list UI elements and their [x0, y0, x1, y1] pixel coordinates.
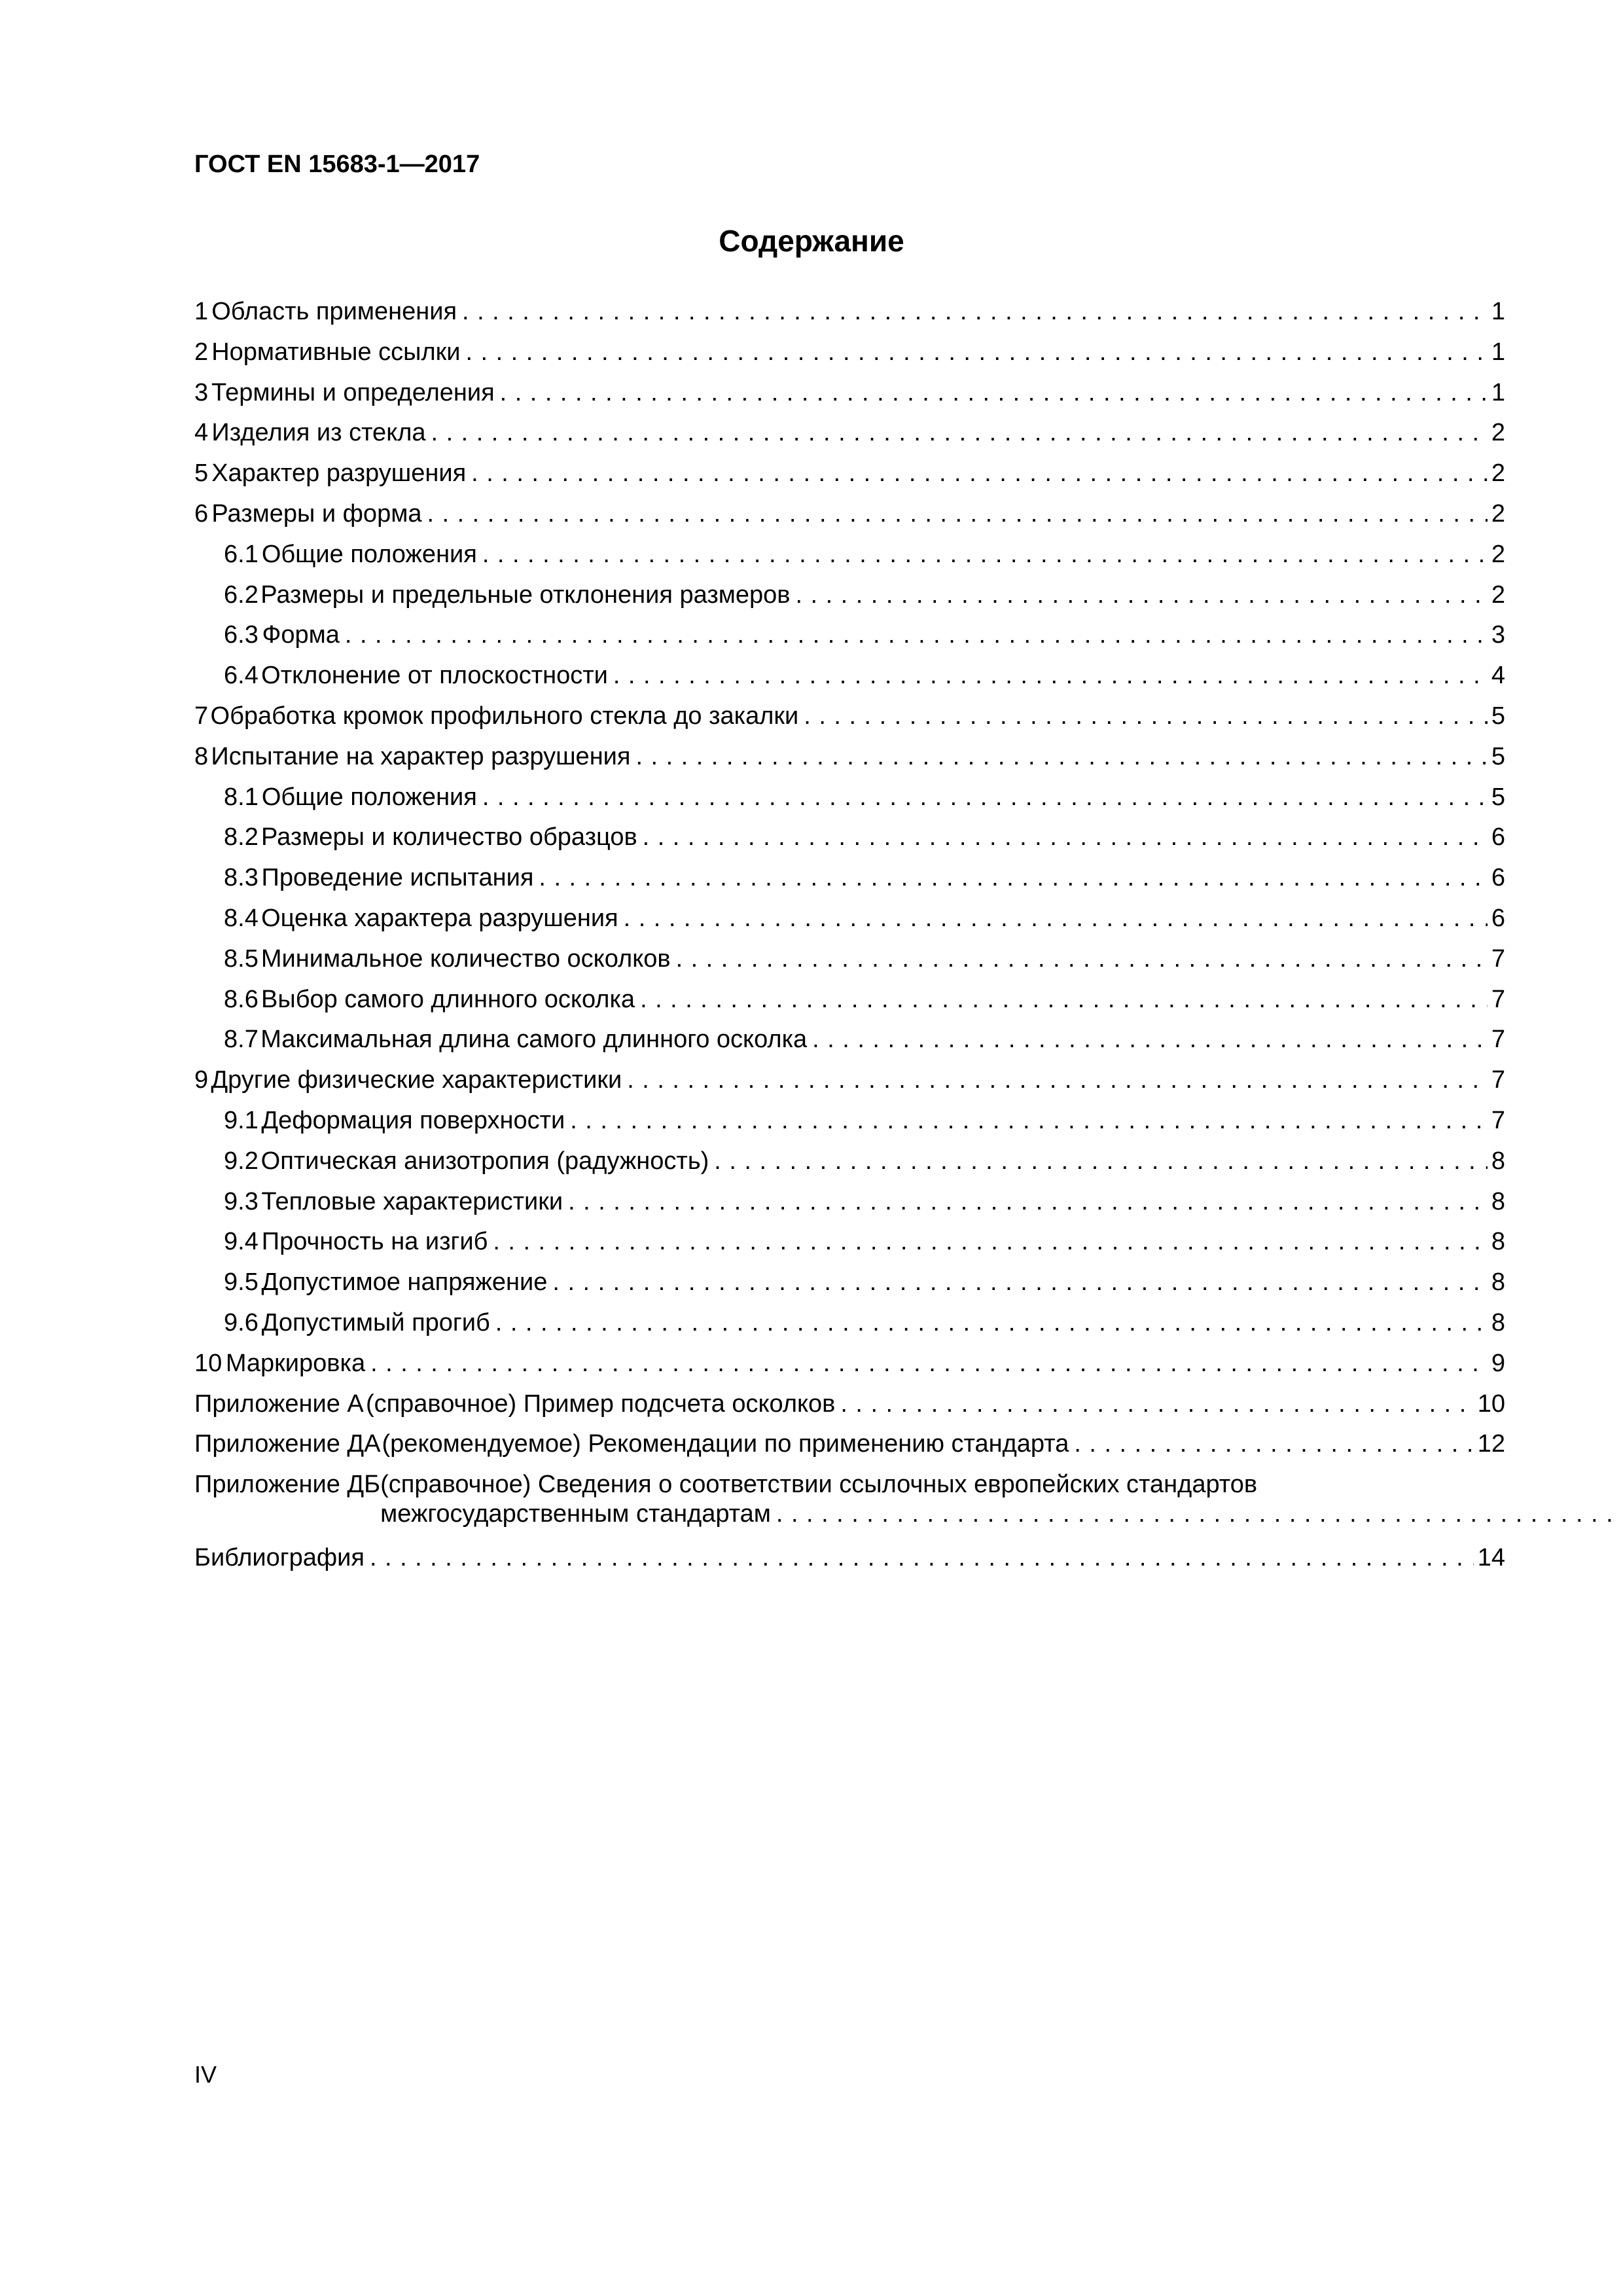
- toc-entry-title-line1: (справочное) Сведения о соответствии ссылочных европейских стандартов: [380, 1471, 1258, 1499]
- toc-entry-8-4[interactable]: [194, 899, 1505, 939]
- leader-dots: [495, 1303, 1488, 1344]
- toc-entry-title: Нормативные ссылки: [211, 338, 461, 366]
- leader-dots: [643, 817, 1488, 858]
- toc-entry-number: 9.4: [224, 1228, 259, 1256]
- toc-entry-6[interactable]: [194, 494, 1505, 535]
- toc-entry-8-1[interactable]: [194, 778, 1505, 818]
- toc-entry-number: 8.1: [224, 783, 259, 811]
- toc-entry-title: Минимальное количество осколков: [260, 944, 671, 973]
- toc-entry-appendix-a[interactable]: [194, 1384, 1505, 1425]
- toc-entry-9-4[interactable]: [194, 1222, 1505, 1263]
- toc-entry-number: 6.4: [224, 662, 259, 690]
- toc-entry-number: 5: [194, 459, 209, 488]
- toc-entry-title: Изделия из стекла: [211, 419, 426, 447]
- toc-entry-title: Допустимое напряжение: [261, 1268, 548, 1297]
- toc-entry-title: (справочное) Пример подсчета осколков: [365, 1390, 836, 1418]
- toc-entry-9-2[interactable]: [194, 1141, 1505, 1182]
- leader-dots: [493, 1222, 1487, 1263]
- toc-entry-page: 4: [1491, 662, 1505, 690]
- toc-entry-number: 6.1: [224, 540, 259, 568]
- toc-entry-number: 2: [194, 338, 209, 366]
- toc-entry-title: Термины и определения: [211, 378, 495, 406]
- toc-entry-title: Размеры и форма: [211, 499, 422, 528]
- toc-entry-page: 8: [1491, 1187, 1505, 1215]
- toc-entry-title: Маркировка: [225, 1349, 366, 1377]
- leader-dots: [714, 1141, 1488, 1182]
- toc-entry-page: 2: [1491, 540, 1505, 568]
- toc-entry-number: 8.6: [224, 985, 259, 1013]
- toc-entry-number: 4: [194, 419, 209, 447]
- toc-entry-4[interactable]: [194, 413, 1505, 454]
- toc-entry-number: 6: [194, 499, 209, 528]
- leader-dots: [795, 575, 1487, 616]
- toc-entry-8-5[interactable]: [194, 939, 1505, 980]
- leader-dots: [462, 292, 1488, 332]
- toc-entry-title: Тепловые характеристики: [261, 1187, 563, 1215]
- leader-dots: [624, 899, 1488, 939]
- toc-entry-9[interactable]: [194, 1060, 1505, 1101]
- toc-entry-title: Оценка характера разрушения: [261, 904, 618, 932]
- toc-entry-appendix-da[interactable]: [194, 1424, 1505, 1465]
- leader-dots: [500, 373, 1488, 414]
- toc-entry-number: 9.6: [224, 1308, 259, 1336]
- toc-entry-body: [380, 1465, 1623, 1538]
- toc-entry-page: 12: [1477, 1430, 1505, 1458]
- toc-entry-page: 8: [1491, 1147, 1505, 1175]
- toc-entry-bibliography[interactable]: [194, 1538, 1505, 1579]
- leader-dots: [840, 1384, 1473, 1425]
- toc-entry-title-line2-row: [380, 1498, 1623, 1538]
- leader-dots: [640, 980, 1488, 1020]
- toc-entry-title: Библиография: [194, 1543, 365, 1571]
- toc-entry-page: 14: [1477, 1543, 1505, 1571]
- toc-entry-number: Приложение ДБ: [194, 1471, 381, 1499]
- toc-entry-number: 9: [194, 1066, 209, 1094]
- table-of-contents: [194, 292, 1505, 1579]
- leader-dots: [804, 696, 1488, 737]
- toc-entry-number: 8.3: [224, 864, 259, 892]
- toc-entry-number: 8.5: [224, 944, 259, 973]
- toc-entry-number: 8.7: [224, 1026, 259, 1054]
- toc-entry-8-3[interactable]: [194, 858, 1505, 899]
- leader-dots: [466, 332, 1488, 373]
- toc-entry-number: 7: [194, 702, 209, 730]
- toc-entry-title: Выбор самого длинного осколка: [261, 985, 635, 1013]
- toc-entry-7[interactable]: [194, 696, 1505, 737]
- toc-entry-number: 9.2: [224, 1147, 259, 1175]
- toc-entry-9-6[interactable]: [194, 1303, 1505, 1344]
- toc-entry-6-4[interactable]: [194, 656, 1505, 696]
- leader-dots: [1074, 1424, 1473, 1465]
- toc-entry-page: 2: [1491, 419, 1505, 447]
- toc-entry-5[interactable]: [194, 454, 1505, 494]
- toc-entry-page: 5: [1491, 783, 1505, 811]
- toc-entry-appendix-db[interactable]: [194, 1465, 1505, 1538]
- toc-entry-title: Форма: [262, 621, 340, 649]
- toc-entry-page: 8: [1491, 1268, 1505, 1297]
- toc-entry-title: Общие положения: [261, 540, 477, 568]
- toc-entry-9-3[interactable]: [194, 1182, 1505, 1223]
- toc-entry-number: 9.5: [224, 1268, 259, 1297]
- toc-entry-title: Проведение испытания: [261, 864, 534, 892]
- leader-dots: [812, 1020, 1488, 1060]
- toc-entry-title: (рекомендуемое) Рекомендации по применению стандарта: [382, 1430, 1069, 1458]
- toc-entry-page: 3: [1491, 621, 1505, 649]
- toc-entry-title: Отклонение от плоскостности: [261, 662, 608, 690]
- leader-dots: [370, 1538, 1474, 1579]
- toc-entry-number: 9.1: [224, 1106, 259, 1134]
- toc-entry-title: Обработка кромок профильного стекла до закалки: [210, 702, 799, 730]
- toc-entry-page: 7: [1491, 944, 1505, 973]
- toc-entry-2[interactable]: [194, 332, 1505, 373]
- leader-dots: [370, 1344, 1488, 1384]
- leader-dots: [482, 535, 1488, 575]
- toc-entry-page: 6: [1491, 864, 1505, 892]
- toc-entry-page: 5: [1491, 702, 1505, 730]
- toc-entry-6-3[interactable]: [194, 615, 1505, 656]
- leader-dots: [431, 413, 1488, 454]
- leader-dots: [482, 778, 1488, 818]
- toc-entry-6-1[interactable]: [194, 535, 1505, 575]
- toc-entry-title: Прочность на изгиб: [261, 1228, 488, 1256]
- toc-entry-number: Приложение А: [194, 1390, 364, 1418]
- toc-entry-number: 9.3: [224, 1187, 259, 1215]
- toc-entry-page: 1: [1491, 378, 1505, 406]
- document-code: ГОСТ EN 15683-1—2017: [194, 151, 480, 178]
- toc-entry-page: 7: [1491, 1026, 1505, 1054]
- toc-entry-page: 1: [1491, 338, 1505, 366]
- leader-dots: [570, 1101, 1488, 1141]
- toc-entry-8[interactable]: [194, 737, 1505, 778]
- toc-entry-title: Максимальная длина самого длинного осколка: [260, 1026, 808, 1054]
- toc-entry-title-line2: межгосударственным стандартам: [380, 1500, 771, 1528]
- toc-entry-number: Приложение ДА: [194, 1430, 381, 1458]
- toc-entry-title: Оптическая анизотропия (радужность): [260, 1147, 709, 1175]
- toc-entry-page: 1: [1491, 298, 1505, 325]
- toc-entry-8-6[interactable]: [194, 980, 1505, 1020]
- toc-entry-6-2[interactable]: [194, 575, 1505, 616]
- leader-dots: [635, 737, 1487, 778]
- toc-entry-title: Размеры и количество образцов: [261, 823, 637, 852]
- toc-entry-page: 7: [1491, 1066, 1505, 1094]
- leader-dots: [627, 1060, 1488, 1101]
- toc-entry-number: 3: [194, 378, 209, 406]
- toc-entry-title: Испытание на характер разрушения: [211, 742, 631, 770]
- toc-entry-page: 2: [1491, 581, 1505, 609]
- toc-entry-8-7[interactable]: [194, 1020, 1505, 1060]
- toc-entry-title: Деформация поверхности: [261, 1106, 565, 1134]
- toc-entry-page: 7: [1491, 985, 1505, 1013]
- toc-entry-title: Характер разрушения: [211, 459, 467, 488]
- toc-entry-10[interactable]: [194, 1344, 1505, 1384]
- toc-entry-number: 8.4: [224, 904, 259, 932]
- toc-entry-number: 1: [194, 298, 209, 325]
- page-number: IV: [194, 2061, 217, 2088]
- toc-entry-title: Размеры и предельные отклонения размеров: [260, 581, 791, 609]
- leader-dots: [539, 858, 1487, 899]
- toc-entry-page: 6: [1491, 904, 1505, 932]
- leader-dots: [345, 615, 1488, 656]
- toc-entry-number: 6.3: [224, 621, 259, 649]
- toc-entry-page: 2: [1491, 459, 1505, 488]
- leader-dots: [471, 454, 1488, 494]
- toc-entry-1[interactable]: [194, 292, 1505, 332]
- toc-entry-number: 8.2: [224, 823, 259, 852]
- toc-entry-page: 9: [1491, 1349, 1505, 1377]
- toc-entry-9-5[interactable]: [194, 1263, 1505, 1303]
- leader-dots: [676, 939, 1488, 980]
- toc-entry-title: Допустимый прогиб: [261, 1308, 490, 1336]
- leader-dots: [427, 494, 1487, 535]
- leader-dots: [568, 1182, 1488, 1223]
- toc-entry-page: 2: [1491, 499, 1505, 528]
- toc-entry-9-1[interactable]: [194, 1101, 1505, 1141]
- toc-entry-title: Область применения: [211, 298, 457, 325]
- toc-entry-page: 8: [1491, 1228, 1505, 1256]
- toc-entry-page: 5: [1491, 742, 1505, 770]
- toc-entry-number: 10: [194, 1349, 223, 1377]
- toc-entry-number: 8: [194, 742, 209, 770]
- toc-entry-number: 6.2: [224, 581, 259, 609]
- leader-dots: [613, 656, 1488, 696]
- page-title: Содержание: [719, 224, 904, 258]
- toc-entry-title: Общие положения: [261, 783, 477, 811]
- leader-dots: [552, 1263, 1487, 1303]
- toc-entry-page: 10: [1477, 1390, 1505, 1418]
- leader-dots: [776, 1498, 1623, 1530]
- toc-entry-page: 8: [1491, 1308, 1505, 1336]
- toc-entry-title: Другие физические характеристики: [211, 1066, 622, 1094]
- toc-entry-page: 6: [1491, 823, 1505, 852]
- toc-entry-page: 7: [1491, 1106, 1505, 1134]
- toc-entry-8-2[interactable]: [194, 817, 1505, 858]
- toc-entry-3[interactable]: [194, 373, 1505, 414]
